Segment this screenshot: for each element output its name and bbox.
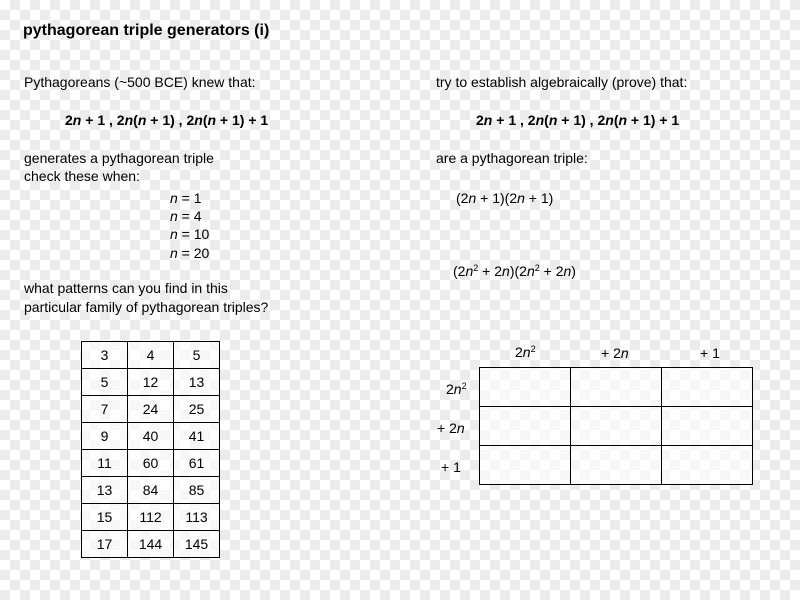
- grid-cell: [480, 407, 571, 446]
- table-row: [82, 531, 220, 558]
- table-cell: 145: [174, 531, 220, 558]
- check-value: n = 1: [170, 190, 202, 206]
- product-expression-1: (2n + 1)(2n + 1): [456, 190, 554, 206]
- question-line1: what patterns can you find in this: [24, 280, 228, 296]
- product-expression-2: $(2n^2 + 2n)(2n^2 + 2n)$: [453, 263, 576, 279]
- grid-col-header: $2n^2$: [515, 344, 536, 360]
- table-cell: 11: [82, 450, 128, 477]
- table-cell: 40: [128, 423, 174, 450]
- table-cell: 12: [128, 369, 174, 396]
- table-cell: 60: [128, 450, 174, 477]
- grid-row-header: $2n^2$: [446, 381, 467, 397]
- table-row: [82, 369, 220, 396]
- right-expression: 2n + 1 , 2n(n + 1) , 2n(n + 1) + 1: [476, 112, 680, 128]
- table-cell: 41: [174, 423, 220, 450]
- expansion-grid: [479, 367, 753, 485]
- table-cell: 13: [82, 477, 128, 504]
- grid-cell: [571, 446, 662, 485]
- table-cell: 112: [128, 504, 174, 531]
- check-value: n = 20: [170, 245, 210, 261]
- triples-table: [81, 341, 220, 558]
- grid-col-header: + 2n: [601, 345, 629, 361]
- grid-col-header: + 1: [700, 345, 720, 361]
- table-cell: 113: [174, 504, 220, 531]
- left-line1: generates a pythagorean triple: [24, 150, 214, 166]
- table-cell: 5: [82, 369, 128, 396]
- table-row: [82, 477, 220, 504]
- table-cell: 24: [128, 396, 174, 423]
- right-line1: are a pythagorean triple:: [436, 150, 588, 166]
- grid-cell: [571, 368, 662, 407]
- grid-cell: [480, 368, 571, 407]
- grid-cell: [662, 446, 753, 485]
- table-cell: 7: [82, 396, 128, 423]
- table-cell: 25: [174, 396, 220, 423]
- table-row: [82, 504, 220, 531]
- grid-cell: [480, 446, 571, 485]
- grid-cell: [571, 407, 662, 446]
- grid-row-header: + 1: [441, 459, 461, 475]
- table-row: [82, 342, 220, 369]
- table-row: [82, 396, 220, 423]
- left-intro: Pythagoreans (~500 BCE) knew that:: [24, 74, 256, 90]
- table-row: [82, 423, 220, 450]
- table-cell: 15: [82, 504, 128, 531]
- right-intro: try to establish algebraically (prove) that:: [436, 74, 688, 90]
- table-cell: 85: [174, 477, 220, 504]
- grid-cell: [662, 407, 753, 446]
- left-expression: 2n + 1 , 2n(n + 1) , 2n(n + 1) + 1: [65, 112, 269, 128]
- table-cell: 17: [82, 531, 128, 558]
- grid-cell: [662, 368, 753, 407]
- table-cell: 61: [174, 450, 220, 477]
- table-cell: 4: [128, 342, 174, 369]
- question-line2: particular family of pythagorean triples?: [24, 299, 269, 315]
- table-cell: 5: [174, 342, 220, 369]
- table-cell: 9: [82, 423, 128, 450]
- table-row: [82, 450, 220, 477]
- table-cell: 3: [82, 342, 128, 369]
- page-title: pythagorean triple generators (i): [23, 22, 270, 39]
- table-cell: 13: [174, 369, 220, 396]
- check-value: n = 4: [170, 208, 202, 224]
- left-line2: check these when:: [24, 168, 140, 184]
- table-cell: 144: [128, 531, 174, 558]
- check-value: n = 10: [170, 226, 210, 242]
- grid-row-header: + 2n: [437, 420, 465, 436]
- table-cell: 84: [128, 477, 174, 504]
